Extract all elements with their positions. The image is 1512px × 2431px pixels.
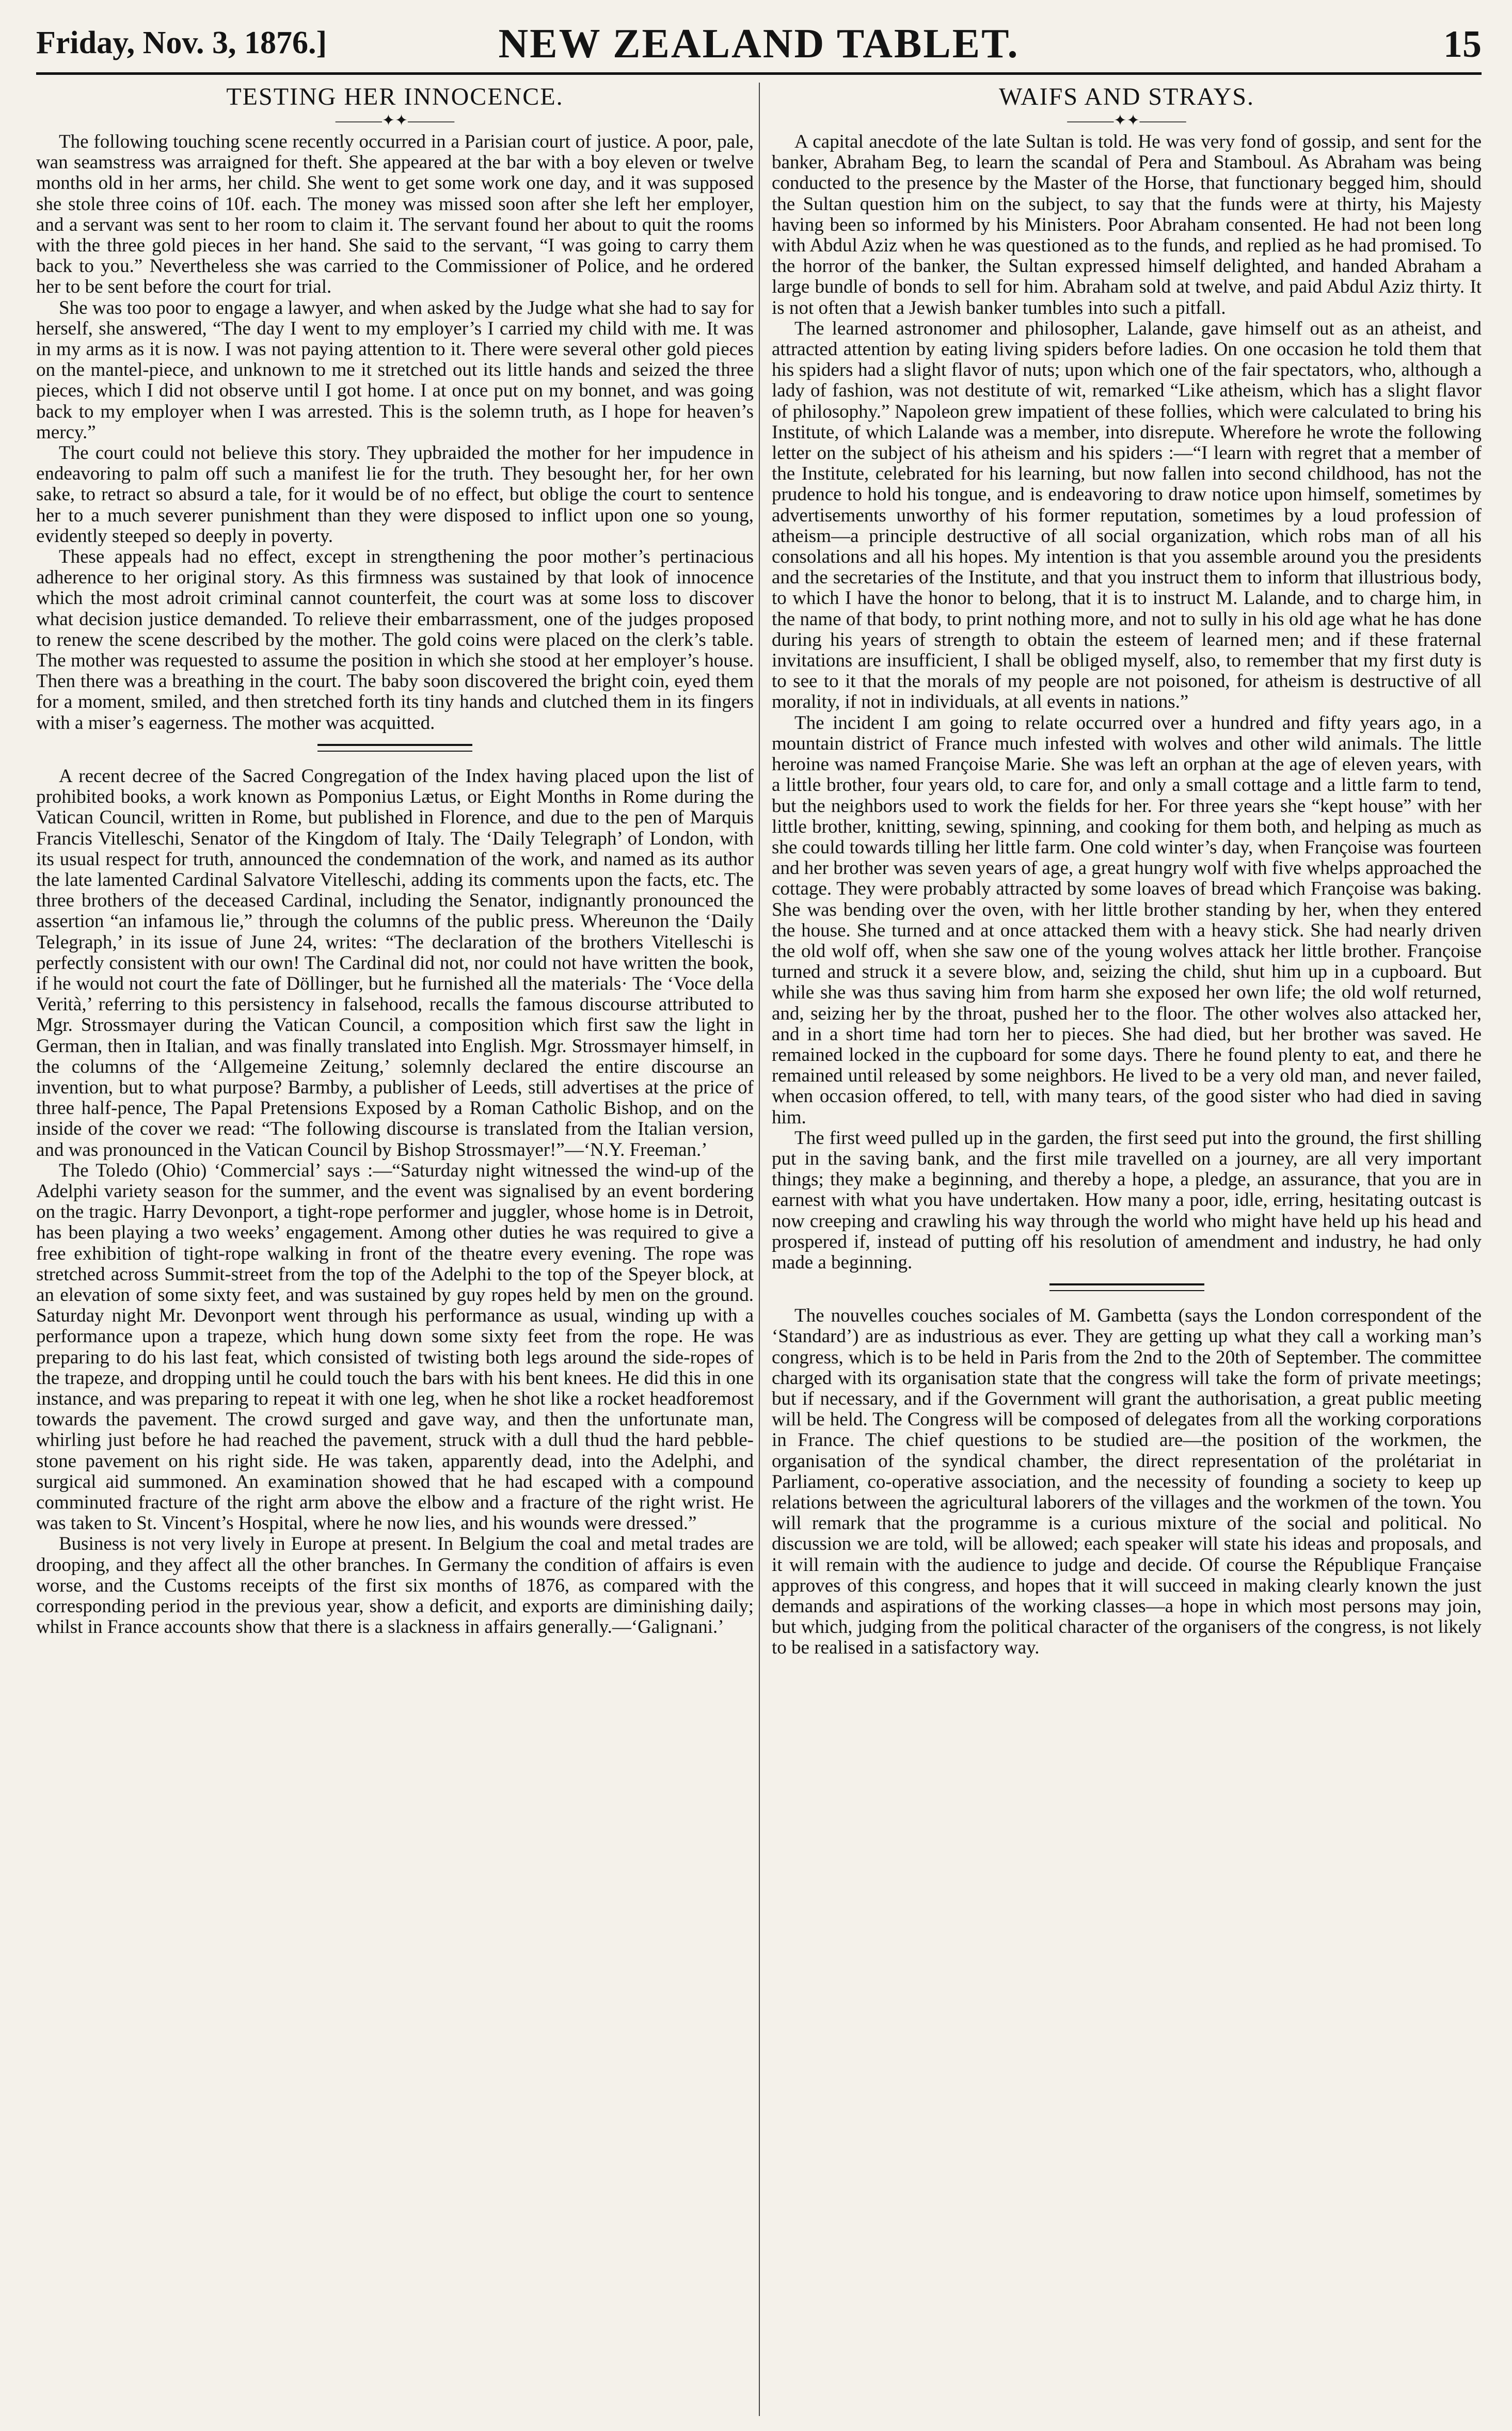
heading-flourish: ———✦✦——— — [335, 112, 455, 129]
article-paragraph: The following touching scene recently occurred in a Parisian court of justice. A poor, pale, wan seamstress was arraigned for theft. She appeared at the bar with a boy eleven or twelve months old in her arms, her child. She went to get some work one day, and it was supposed she stole three coins of 10f. each. The money was missed soon after she left her employer, and a servant was sent to her room to claim it. The servant found her about to quit the rooms with the three gold pieces in her hand. She said to the servant, “I was going to carry them back to you.” Nevertheless she was carried to the Commissioner of Police, and he ordered her to be sent before the court for trial. — [36, 131, 754, 298]
page-number: 15 — [1443, 23, 1482, 66]
section-divider — [1049, 1283, 1204, 1291]
article-paragraph: The first weed pulled up in the garden, the first seed put into the ground, the first shilling put in the saving bank, and the first mile travelled on a journey, are all very important things; they make a beginning, and thereby a hope, a pledge, an assurance, that you are in earnest with what you have undertaken. How many a poor, idle, erring, hesitating outcast is now creeping and crawling his way through the world who might have held up his head and prospered if, instead of putting off his resolution of amendment and industry, he had only made a beginning. — [772, 1127, 1482, 1273]
article-heading-testing: TESTING HER INNOCENCE. — [226, 83, 564, 110]
issue-date: Friday, Nov. 3, 1876.] — [36, 25, 327, 60]
masthead — [36, 15, 1482, 75]
article-paragraph: The incident I am going to relate occurred over a hundred and fifty years ago, in a mountain district of France much infested with wolves and other wild animals. The little heroine was named Françoise Marie. She was left an orphan at the age of eleven years, with a little brother, four years old, to care for, and only a small cottage and a little farm to tend, but the neighbors used to work the fields for her. For three years she “kept house” with her little brother, knitting, sewing, spinning, and cooking for them both, and helping as much as she could towards tilling her little farm. One cold winter’s day, when Françoise was fourteen and her brother was seven years of age, a great hungry wolf with five whelps approached the cottage. They were probably attracted by some loaves of bread which Françoise was baking. She was bending over the oven, with her little brother standing by her, when they entered the house. She turned and at once attacked them with a heavy stick. She had nearly driven the old wolf off, when she saw one of the young wolves attack her little brother. Françoise turned and struck it a severe blow, and, seizing the child, shut him up in a cupboard. But while she was thus saving him from harm she exposed her own life; the old wolf returned, and, seizing her by the throat, pushed her to the floor. The other wolves also attacked her, and in a short time had torn her to pieces. She had died, but her brother was saved. He remained locked in the cupboard for some days. There he found plenty to eat, and there he remained until released by some neighbors. He lived to be a very old man, and never failed, when occasion offered, to tell, with many tears, of the good sister who had died in saving him. — [772, 712, 1482, 1128]
right-column — [772, 83, 1482, 2416]
column-divider — [759, 83, 760, 2416]
heading-flourish: ———✦✦——— — [1067, 112, 1186, 129]
article-paragraph: She was too poor to engage a lawyer, and when asked by the Judge what she had to say for herself, she answered, “The day I went to my employer’s I carried my child with me. It was in my arms as it is now. I was not paying attention to it. There were several other gold pieces on the mantel-piece, and unknown to me it stretched out its little hands and seized the three pieces, which I did not observe until I got home. I at once put on my bonnet, and was going back to my employer when I was arrested. This is the solemn truth, as I hope for heaven’s mercy.” — [36, 297, 754, 443]
article-paragraph: Business is not very lively in Europe at present. In Belgium the coal and metal trades are drooping, and they affect all the other branches. In Germany the condition of affairs is even worse, and the Customs receipts of the first six months of 1876, as compared with the corresponding period in the previous year, show a deficit, and exports are diminishing daily; whilst in France accounts show that there is a slackness in affairs generally.—‘Galignani.’ — [36, 1533, 754, 1638]
article-paragraph: These appeals had no effect, except in strengthening the poor mother’s pertinacious adherence to her original story. As this firmness was sustained by that look of innocence which the most adroit criminal cannot counterfeit, the court was at some loss to discover what decision justice demanded. To relieve their embarrassment, one of the judges proposed to renew the scene described by the mother. The gold coins were placed on the clerk’s table. The mother was requested to assume the position in which she stood at her employer’s house. Then there was a breathing in the court. The baby soon discovered the bright coin, eyed them for a moment, smiled, and then stretched forth its tiny hands and clutched them in its fingers with a miser’s eagerness. The mother was acquitted. — [36, 546, 754, 734]
article-paragraph: The Toledo (Ohio) ‘Commercial’ says :—“Saturday night witnessed the wind-up of the Adelphi variety season for the summer, and the event was signalised by an event bordering on the tragic. Harry Devonport, a tight-rope performer and juggler, whose home is in Detroit, has been playing a two weeks’ engagement. Among other duties he was required to give a free exhibition of tight-rope walking in front of the theatre every evening. The rope was stretched across Summit-street from the top of the Adelphi to the top of the Speyer block, at an elevation of some sixty feet, and was sustained by guy ropes held by men on the ground. Saturday night Mr. Devonport went through his performance as usual, winding up with a performance upon a trapeze, which hung down some sixty feet from the rope. He was preparing to do his last feat, which consisted of twisting both legs around the side-ropes of the trapeze, and dropping until he could touch the bars with his bent knees. He did this in one instance, and was preparing to repeat it with one leg, when he shot like a rocket headforemost towards the pavement. The crowd surged and gave way, and then the unfortunate man, whirling just before he had reached the pavement, struck with a dull thud the hard pebble-stone pavement on his right side. He was taken, apparently dead, into the Adelphi, and surgical aid summoned. An examination showed that he had escaped with a compound comminuted fracture of the right arm above the elbow and a fracture of the right wrist. He was taken to St. Vincent’s Hospital, where he now lies, and his wounds were dressed.” — [36, 1159, 754, 1534]
article-paragraph: A recent decree of the Sacred Congregation of the Index having placed upon the list of prohibited books, a work known as Pomponius Lætus, or Eight Months in Rome during the Vatican Council, written in Rome, but published in Florence, and due to the pen of Marquis Francis Vitelleschi, Senator of the Kingdom of Italy. The ‘Daily Telegraph’ of London, with its usual respect for truth, announced the condemnation of the work, and named as its author the late lamented Cardinal Salvatore Vitelleschi, adding its comments upon the facts, etc. The three brothers of the deceased Cardinal, including the Senator, indignantly pronounced the assertion “an infamous lie,” through the columns of the public press. Whereunon the ‘Daily Telegraph,’ in its issue of June 24, writes: “The declaration of the brothers Vitelleschi is perfectly consistent with our own! The Cardinal did not, nor could not have written the book, if he would not court the fate of Döllinger, but he furnished all the materials· The ‘Voce della Verità,’ referring to this persistency in falsehood, recalls the famous discourse attributed to Mgr. Strossmayer during the Vatican Council, a composition which first saw the light in German, then in Italian, and was finally translated into English. Mgr. Strossmayer himself, in the columns of the ‘Allgemeine Zeitung,’ solemnly declared the entire discourse an invention, but to what purpose? Barmby, a publisher of Leeds, still advertises at the price of three half-pence, The Papal Pretensions Exposed by a Roman Catholic Bishop, and on the inside of the cover we read: “The following discourse is translated from the Italian version, and was pronounced in the Vatican Council by Bishop Strossmayer!”—‘N.Y. Freeman.’ — [36, 765, 754, 1161]
newspaper-title: NEW ZEALAND TABLET. — [498, 21, 1020, 67]
article-paragraph: A capital anecdote of the late Sultan is told. He was very fond of gossip, and sent for the banker, Abraham Beg, to learn the scandal of Pera and Stamboul. As Abraham was being conducted to the presence by the Master of the Horse, that functionary begged him, should the Sultan question him on the subject, to say that the funds were at thirty, his Majesty having been so informed by his Ministers. Poor Abraham consented. He had not been long with Abdul Aziz when he was questioned as to the funds, and replied as he had promised. To the horror of the banker, the Sultan expressed himself delighted, and handed Abraham a large bundle of bonds to sell for him. Abraham sold at twelve, and paid Abdul Aziz thirty. It is not often that a Jewish banker tumbles into such a pitfall. — [772, 131, 1482, 319]
section-divider — [317, 744, 472, 752]
left-column — [36, 83, 754, 2416]
article-heading-waifs: WAIFS AND STRAYS. — [998, 83, 1254, 110]
article-paragraph: The court could not believe this story. They upbraided the mother for her impudence in endeavoring to palm off such a manifest lie for the truth. They besought her, for her own sake, to retract so absurd a tale, for it would be of no effect, but oblige the court to sentence her to a much severer punishment than they were disposed to inflict upon one so young, evidently steeped so deeply in poverty. — [36, 442, 754, 547]
article-paragraph: The learned astronomer and philosopher, Lalande, gave himself out as an atheist, and attracted attention by eating living spiders before ladies. On one occasion he told them that his spiders had a slight flavor of nuts; upon which one of the fair spectators, who, although a lady of fashion, was not destitute of wit, remarked “Like atheism, which has a slight flavor of philosophy.” Napoleon grew impatient of these follies, which were calculated to bring his Institute, of which Lalande was a member, into disrepute. Wherefore he wrote the following letter on the subject of his atheism and his spiders :—“I learn with regret that a member of the Institute, celebrated for his learning, but now fallen into second childhood, has not the prudence to hold his tongue, and is endeavoring to draw notice upon himself, sometimes by advertisements unworthy of his former reputation, sometimes by a loud profession of atheism—a principle destructive of all social organization, which robs man of all his consolations and all his hopes. My intention is that you assemble around you the presidents and the secretaries of the Institute, and that you instruct them to inform that illustrious body, to which I have the honor to belong, that it is to instruct M. Lalande, and to charge him, in the name of that body, to print nothing more, and not to sully in his old age what he has done during his years of strength to obtain the esteem of learned men; and if these fraternal invitations are insufficient, I shall be obliged myself, also, to remember that my first duty is to see to it that the morals of my people are not poisoned, for atheism is destructive of all morality, if not in individuals, at all events in nations.” — [772, 317, 1482, 713]
article-paragraph: The nouvelles couches sociales of M. Gambetta (says the London correspondent of the ‘Standard’) are as industrious as ever. They are getting up what they call a working man’s congress, which is to be held in Paris from the 2nd to the 20th of September. The committee charged with its organisation state that the congress will take the form of private meetings; but if necessary, and if the Government will grant the authorisation, a great public meeting will be held. The Congress will be composed of delegates from all the working corporations in France. The chief questions to be studied are—the position of the workmen, the organisation of the syndical chamber, the direct representation of the prolétariat in Parliament, co-operative association, and the necessity of founding a society to keep up relations between the agricultural laborers of the villages and the workmen of the town. You will remark that the programme is a curious mixture of the social and political. No discussion we are told, will be allowed; each speaker will state his ideas and proposals, and it will remain with the audience to judge and decide. Of course the République Française approves of this congress, and hopes that it will succeed in making clearly known the just demands and aspirations of the working classes—a hope in which most persons may join, but which, judging from the political character of the organisers of the congress, is not likely to be realised in a satisfactory way. — [772, 1305, 1482, 1659]
